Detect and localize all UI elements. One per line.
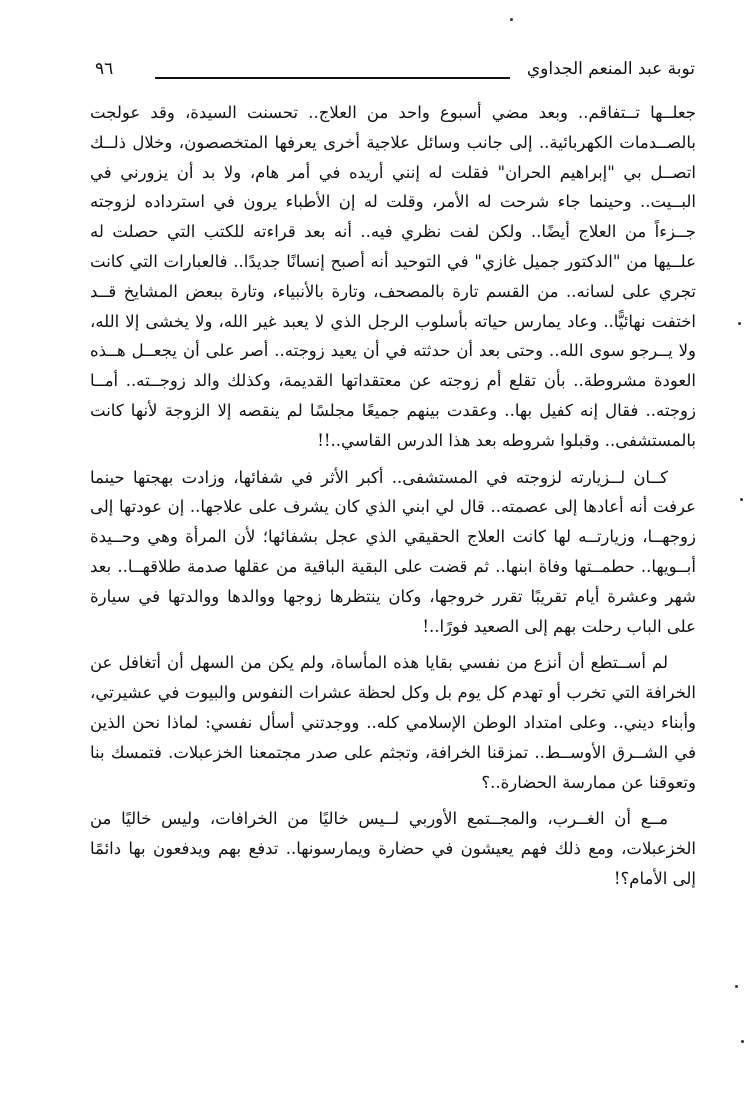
running-header [95,55,695,87]
paragraph: مــع أن الغــرب، والمجــتمع الأوربي لــيس خاليًا من الخرافات، وليس خاليًا من الخزعبلات، ومع ذلك فهم يعيشون في حضارة ويمارسونها.. تدفع بهم ويدفعون بها دائمًا إلى الأمام؟! [90,809,696,888]
paragraph: جعلــها تــتفاقم.. وبعد مضي أسبوع واحد من العلاج.. تحسنت السيدة، وقد عولجت بالصــدمات الكهربائية.. إلى جانب وسائل علاجية أخرى يعرفها المتخصصون، وخلال ذلــك اتصــل بي "إبراهيم الحران" فقلت له إنني أريده في أمر هام، ولا بد أن يزورني في البــيت.. وحينما جاء شرحت له الأمر، وقلت له إن الأطباء يرون في استرداده لزوجته جــزءاً من العلاج أيضًا.. ولكن لفت نظري فيه.. أنه بعد قراءته للكتب التي حصلت له علــيها من "الدكتور جميل غازي" في التوحيد أنه أصبح إنسانًا جديدًا.. فالعبارات التي كانت تجري على لسانه.. من القسم تارة بالمصحف، وتارة بالأنبياء، وتارة ببعض المشايخ قــد اختفت نهائيًّا.. وعاد يمارس حياته بأسلوب الرجل الذي لا يعبد غير الله، ولا يخشى إلا الله، ولا يــرجو سوى الله.. وحتى بعد أن حدثته في أن يعيد زوجته.. أصر على أن يجعــل هــذه العودة مشروطة.. بأن تقلع أم زوجته عن معتقداتها القديمة، وكذلك والد زوجــته.. أمــا زوجته.. فقال إنه كفيل بها.. وعقدت بينهم جميعًا مجلسًا لم ينقصه إلا الزوجة لأنها كانت بالمستشفى.. وقبلوا شروطه بعد هذا الدرس القاسي..!! [90,103,696,450]
scan-speck [735,985,738,988]
page-number: ٩٦ [95,59,114,79]
scan-speck [738,322,741,325]
scan-speck [740,498,743,501]
scan-speck [510,18,513,21]
scan-speck [741,1040,744,1043]
running-title: توبة عبد المنعم الجداوي [526,59,695,79]
body-text [90,98,696,901]
paragraph: لم أســتطع أن أنزع من نفسي بقايا هذه المأساة، ولم يكن من السهل أن أتغافل عن الخرافة التي تخرب أو تهدم كل يوم بل وكل لحظة عشرات النفوس والبيوت في عشيرتي، وأبناء ديني.. وعلى امتداد الوطن الإسلامي كله.. ووجدتني أسأل نفسي: لماذا نحن الذين في الشــرق الأوســط.. تمزقنا الخرافة، وتجثم على صدر مجتمعنا الخزعبلات. فتمسك بنا وتعوقنا عن ممارسة الحضارة..؟ [90,653,696,792]
header-rule [155,77,510,79]
paragraph: كــان لــزيارته لزوجته في المستشفى.. أكبر الأثر في شفائها، وزادت بهجتها حينما عرفت أنه أعادها إلى عصمته.. قال لي ابني الذي كان يشرف على علاجها.. إن عودتها إلى زوجهــا، وزيارتــه لها كانت العلاج الحقيقي الذي عجل بشفائها؛ لأن المرأة وهي وحــيدة أبــويها.. حطمــتها وفاة ابنها.. ثم قضت على البقية الباقية من عقلها صدمة طلاقهــا.. بعد شهر وعشرة أيام تقريبًا تقرر خروجها، وكان ينتظرها زوجها ووالدها ووالدتها في سيارة على الباب رحلت بهم إلى الصعيد فورًا..! [90,467,696,636]
